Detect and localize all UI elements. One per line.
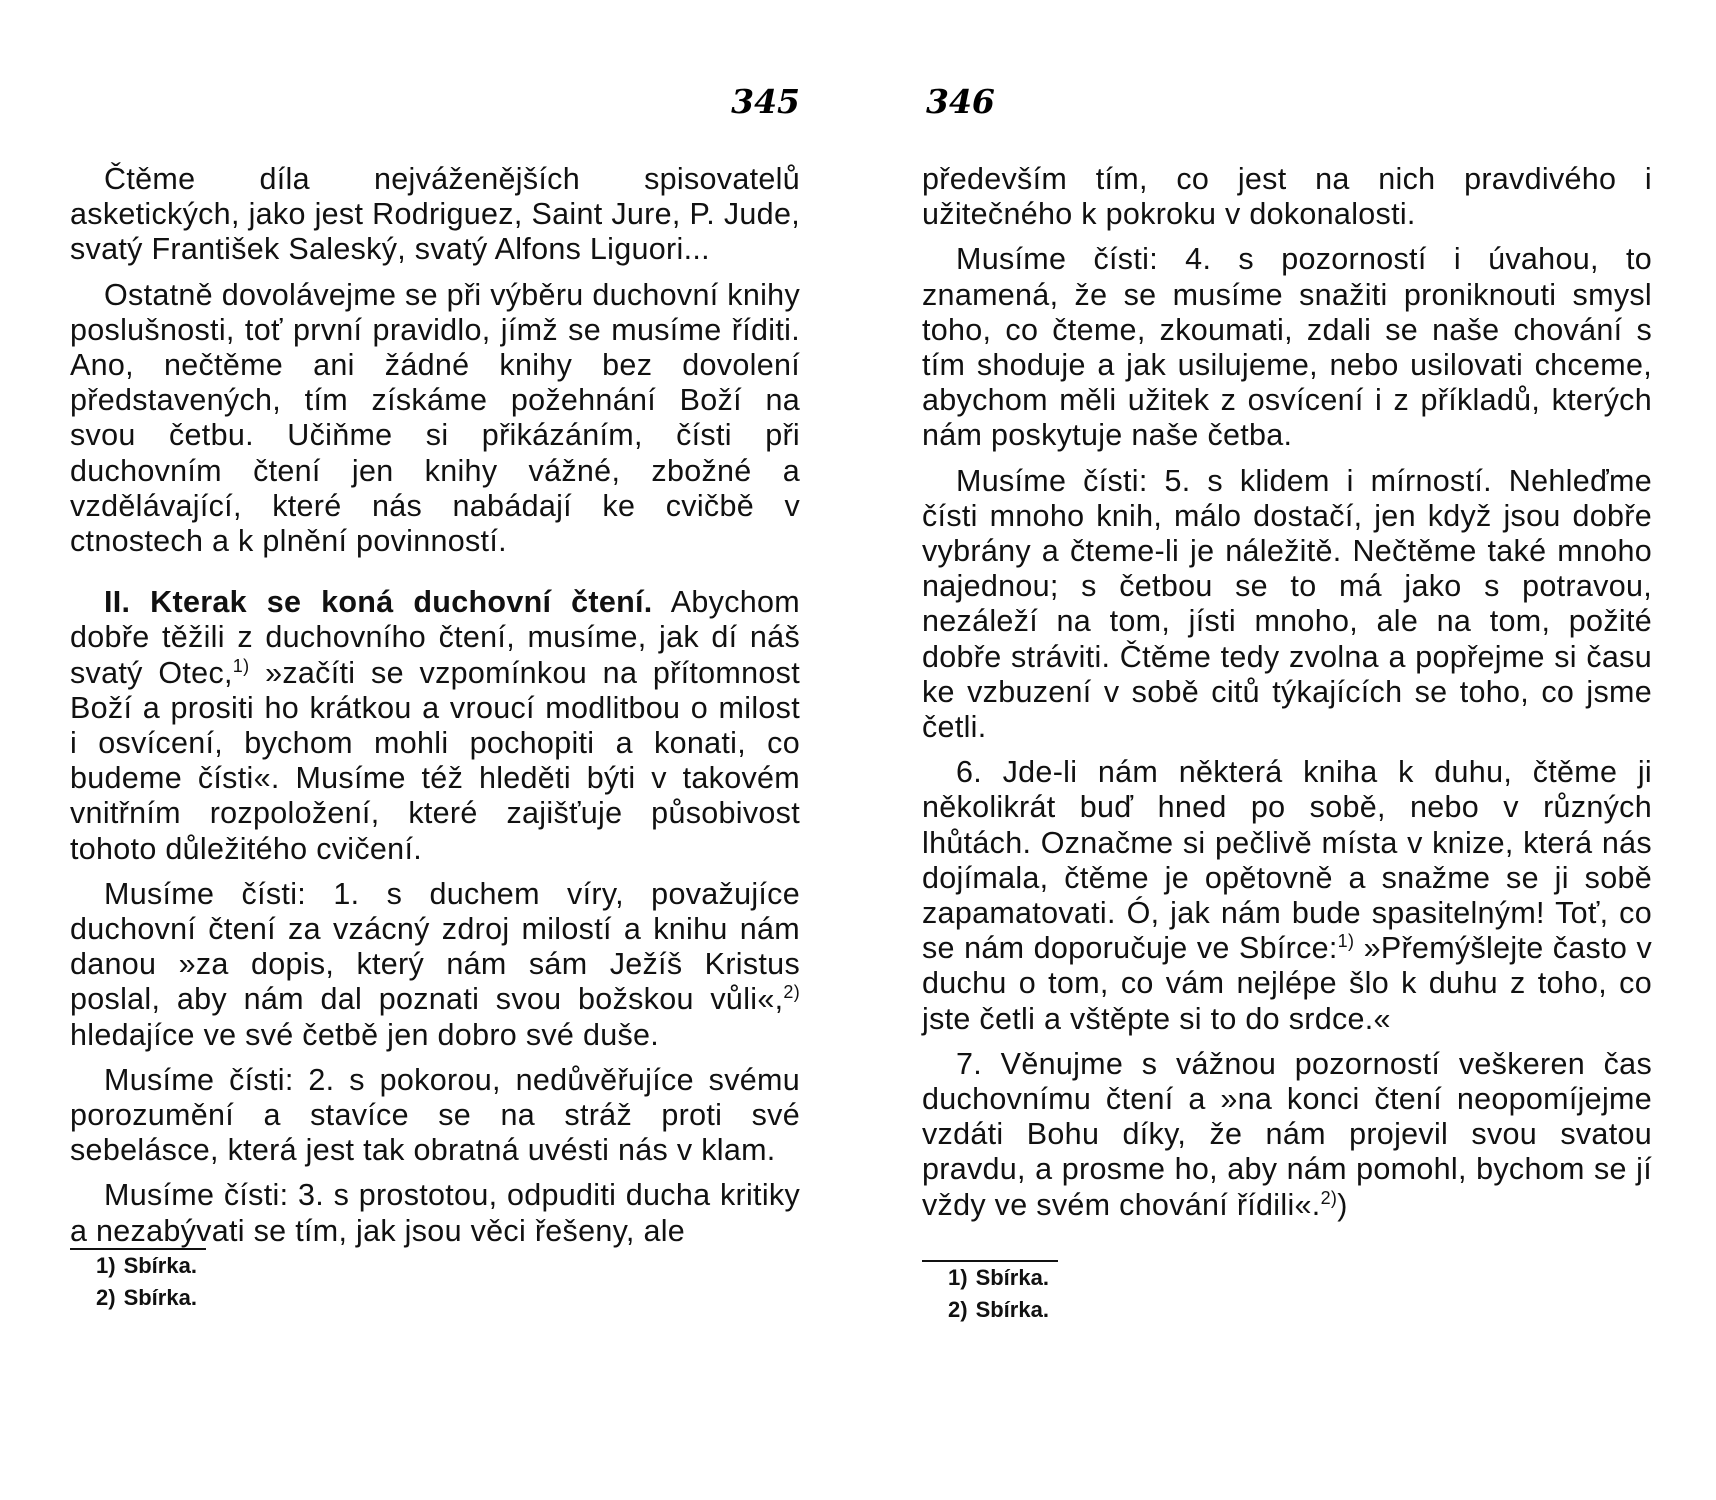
footnote-ref: 2) <box>1320 1187 1338 1208</box>
page-number-left: 345 <box>731 82 800 121</box>
point-4-paragraph: Musíme čísti: 4. s pozorností i úvahou, to znamená, že se musíme snažiti proniknouti smysl toho, co čteme, zkoumati, zdali se naše chování s tím shoduje a jak usilujeme, nebo usilovati chceme, abychom měli užitek z osvícení i z příkladů, kterých nám poskytuje naše četba. <box>922 242 1652 453</box>
point-6-tail: »Přemýšlejte často v duchu o tom, co vám nejlépe šlo k duhu z toho, co jste četli a vštěpte si to do srdce.« <box>922 931 1652 1036</box>
point-1-text: Musíme čísti: 1. s duchem víry, považujíce duchovní čtení za vzácný zdroj milostí a knihu nám danou »za dopis, který nám sám Ježíš Kristus poslal, aby nám dal poznati svou božskou vůli«, <box>70 876 800 1017</box>
right-page <box>922 0 1652 1500</box>
point-3-paragraph: Musíme čísti: 3. s prostotou, odpuditi ducha kritiky a nezabývati se tím, jak jsou věci řešeny, ale <box>70 1178 800 1248</box>
point-2-paragraph: Musíme čísti: 2. s pokorou, nedůvěřujíce svému porozumění a stavíce se na stráž proti své sebelásce, která jest tak obratná uvésti nás v klam. <box>70 1062 800 1168</box>
continuation-paragraph: především tím, co jest na nich pravdivého i užitečného k pokroku v dokonalosti. <box>922 162 1652 232</box>
footnote-1 <box>948 1262 1652 1294</box>
footnote-ref: 1) <box>232 655 250 676</box>
point-7-tail: ) <box>1337 1187 1348 1222</box>
footnote-mark: 1) <box>96 1253 116 1278</box>
footnote-text: Sbírka. <box>975 1297 1049 1322</box>
footnote-mark: 2) <box>948 1297 968 1322</box>
footnote-1 <box>96 1250 800 1282</box>
point-7-paragraph <box>922 1047 1652 1223</box>
section-heading: II. Kterak se koná duchovní čtení. <box>104 585 653 620</box>
footnote-text: Sbírka. <box>123 1285 197 1310</box>
footnote-mark: 1) <box>948 1265 968 1290</box>
footnote-ref: 1) <box>1337 931 1355 952</box>
point-1-tail: hledajíce ve své četbě jen dobro své duše. <box>70 1017 660 1052</box>
left-page-body <box>70 162 800 1259</box>
page-number-right: 346 <box>926 82 995 121</box>
section-text-2: »začíti se vzpomínkou na přítomnost Boží a prositi ho krátkou a vroucí modlitbou o milost i osvícení, bychom mohli pochopiti a konati, co budeme čísti«. Musíme též hleděti býti v takovém vnitřním rozpoložení, které zajišťuje působivost tohoto důležitého cvičení. <box>70 655 800 866</box>
point-6-paragraph <box>922 755 1652 1037</box>
section-ii-paragraph <box>70 585 800 867</box>
paragraph-authors: Čtěme díla nejváženějších spisovatelů asketických, jako jest Rodriguez, Saint Jure, P. Jude, svatý František Saleský, svatý Alfons Liguori... <box>70 162 800 267</box>
left-footnotes <box>70 1248 800 1314</box>
footnote-ref: 2) <box>783 982 800 1003</box>
point-5-paragraph: Musíme čísti: 5. s klidem i mírností. Nehleďme čísti mnoho knih, málo dostačí, jen když jsou dobře vybrány a čteme-li je náležitě. Nečtěme také mnoho najednou; s četbou se to má jako s potravou, nezáleží na tom, jísti mnoho, ale na tom, požité dobře stráviti. Čtěme tedy zvolna a popřejme si času ke vzbuzení v sobě citů týkajících se toho, co jsme četli. <box>922 463 1652 745</box>
right-footnotes <box>922 1260 1652 1326</box>
footnote-text: Sbírka. <box>123 1253 197 1278</box>
paragraph-obedience: Ostatně dovolávejme se při výběru duchovní knihy poslušnosti, toť první pravidlo, jímž se musíme říditi. Ano, nečtěme ani žádné knihy bez dovolení představených, tím získáme požehnání Boží na svou četbu. Učiňme si přikázáním, čísti při duchovním čtení jen knihy vážné, zbožné a vzdělávající, které nás nabádají ke cvičbě v ctnostech a k plnění povinností. <box>70 277 800 559</box>
section-text-1: Abychom dobře těžili z duchovního čtení, musíme, jak dí náš svatý Otec, <box>70 585 800 690</box>
point-1-paragraph <box>70 877 800 1053</box>
footnote-2 <box>948 1294 1652 1326</box>
footnote-mark: 2) <box>96 1285 116 1310</box>
right-page-body <box>922 162 1652 1233</box>
point-7-text: 7. Věnujme s vážnou pozorností veškeren čas duchovnímu čtení a »na konci čtení neopomíjejme vzdáti Bohu díky, že nám projevil svou svatou pravdu, a prosme ho, aby nám pomohl, bychom se jí vždy ve svém chování řídili«. <box>922 1046 1652 1222</box>
point-6-text: 6. Jde-li nám některá kniha k duhu, čtěme ji několikrát buď hned po sobě, nebo v různých lhůtách. Označme si pečlivě místa v knize, která nás dojímala, čtěme je opětovně a snažme se ji sobě zapamatovati. Ó, jak nám bude spasitelným! Toť, co se nám doporučuje ve Sbírce: <box>922 755 1652 966</box>
footnote-text: Sbírka. <box>975 1265 1049 1290</box>
footnote-2 <box>96 1282 800 1314</box>
left-page <box>70 0 800 1500</box>
